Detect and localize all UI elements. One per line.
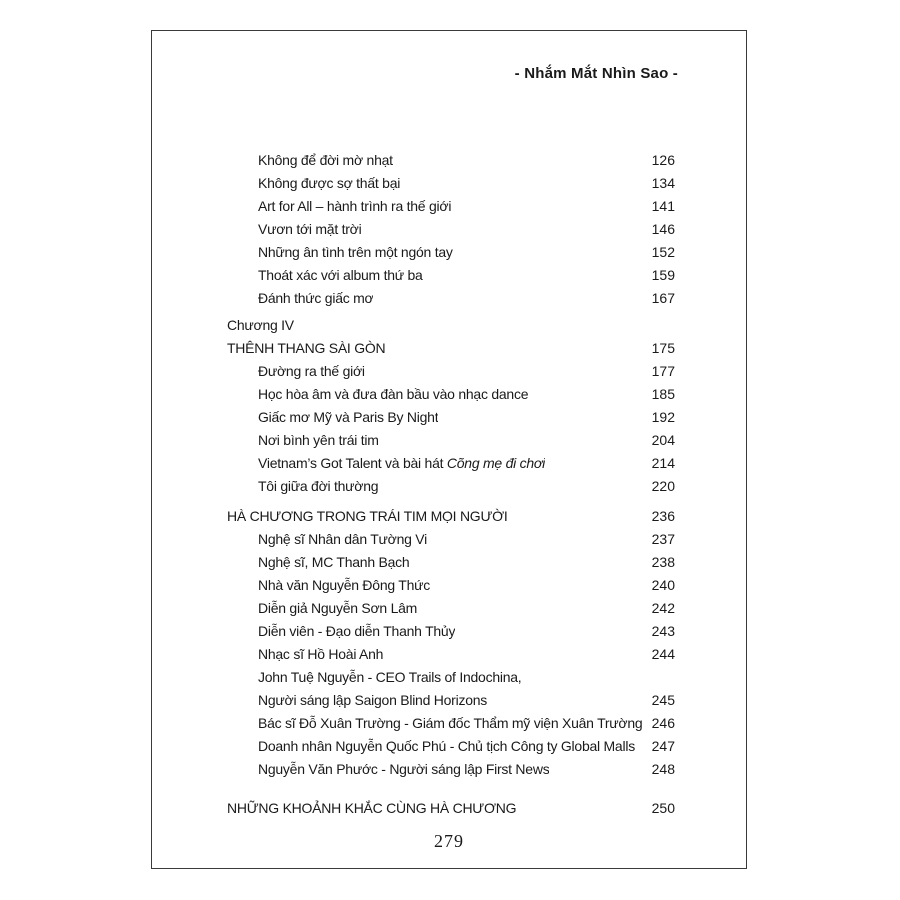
toc-entry-page: 185	[651, 386, 675, 402]
toc-entry-title: HÀ CHƯƠNG TRONG TRÁI TIM MỌI NGƯỜI	[227, 508, 508, 524]
toc-entry-page: 242	[651, 600, 675, 616]
toc-entry-page: 159	[651, 267, 675, 283]
toc-row	[152, 758, 746, 781]
toc-entry-page: 250	[651, 800, 675, 816]
toc-row	[152, 195, 746, 218]
toc-entry-page: 146	[651, 221, 675, 237]
toc-entry-page: 248	[651, 761, 675, 777]
toc-entry-title: John Tuệ Nguyễn - CEO Trails of Indochina,	[258, 669, 522, 685]
page	[151, 30, 747, 869]
toc-row	[152, 360, 746, 383]
running-title: - Nhắm Mắt Nhìn Sao -	[514, 65, 678, 82]
toc-row	[152, 429, 746, 452]
toc-entry-title: Nguyễn Văn Phước - Người sáng lập First News	[258, 761, 550, 777]
toc-entry-page: 244	[651, 646, 675, 662]
page-number: 279	[434, 831, 464, 851]
toc-row	[152, 287, 746, 310]
toc-entry-page: 246	[651, 715, 675, 731]
toc-entry-page: 247	[651, 738, 675, 754]
toc-entry-title: NHỮNG KHOẢNH KHẮC CÙNG HÀ CHƯƠNG	[227, 800, 517, 816]
toc-entry-page: 177	[651, 363, 675, 379]
toc-entry-title: Đường ra thế giới	[258, 363, 365, 379]
toc-row	[152, 528, 746, 551]
toc-entry-title: Không được sợ thất bại	[258, 175, 401, 191]
toc-row	[152, 643, 746, 666]
toc-entry-page: 126	[651, 152, 675, 168]
toc-entry-title: Art for All – hành trình ra thế giới	[258, 198, 452, 214]
toc-row	[152, 797, 746, 820]
toc-entry-page: 141	[651, 198, 675, 214]
toc-entry-title: Nơi bình yên trái tim	[258, 432, 379, 448]
toc-section	[152, 797, 746, 820]
toc-entry-title: Nhà văn Nguyễn Đông Thức	[258, 577, 430, 593]
toc-entry-page: 152	[651, 244, 675, 260]
toc-row	[152, 337, 746, 360]
toc-entry-page: 236	[651, 508, 675, 524]
toc-row	[152, 689, 746, 712]
toc-entry-title: Nhạc sĩ Hồ Hoài Anh	[258, 646, 384, 662]
toc-entry-page: 175	[651, 340, 675, 356]
toc-entry-title: Học hòa âm và đưa đàn bầu vào nhạc dance	[258, 386, 529, 402]
toc-entry-title: Người sáng lập Saigon Blind Horizons	[258, 692, 488, 708]
toc-entry-title: Giấc mơ Mỹ và Paris By Night	[258, 409, 439, 425]
toc-entry-title-italic: Cõng mẹ đi chơi	[446, 455, 545, 471]
toc-section	[152, 505, 746, 781]
toc-list	[152, 149, 746, 820]
toc-entry-title: Nghệ sĩ, MC Thanh Bạch	[258, 554, 410, 570]
toc-section	[152, 314, 746, 498]
toc-entry-title: Nghệ sĩ Nhân dân Tường Vi	[258, 531, 428, 547]
toc-entry-page: 240	[651, 577, 675, 593]
toc-entry-title: Vươn tới mặt trời	[258, 221, 362, 237]
toc-entry-page: 214	[651, 455, 675, 471]
toc-entry-title: Đánh thức giấc mơ	[258, 290, 374, 306]
toc-row	[152, 551, 746, 574]
toc-entry-title: Không để đời mờ nhạt	[258, 152, 393, 168]
toc-entry-page: 204	[651, 432, 675, 448]
toc-row	[152, 264, 746, 287]
toc-row	[152, 383, 746, 406]
toc-entry-page: 220	[651, 478, 675, 494]
toc-entry-title: Vietnam’s Got Talent và bài hát Cõng mẹ đi chơi	[258, 455, 545, 471]
toc-entry-title: Tôi giữa đời thường	[258, 478, 379, 494]
toc-entry-title: Những ân tình trên một ngón tay	[258, 244, 453, 260]
toc-entry-page: 238	[651, 554, 675, 570]
toc-entry-title: Bác sĩ Đỗ Xuân Trường - Giám đốc Thẩm mỹ viện Xuân Trường	[258, 715, 643, 731]
toc-row	[152, 666, 746, 689]
toc-entry-title: Diễn viên - Đạo diễn Thanh Thủy	[258, 623, 456, 639]
toc-row	[152, 149, 746, 172]
toc-entry-page: 192	[651, 409, 675, 425]
toc-row	[152, 241, 746, 264]
toc-row	[152, 314, 746, 337]
toc-row	[152, 475, 746, 498]
toc-section	[152, 149, 746, 310]
toc-row	[152, 735, 746, 758]
toc-entry-page: 134	[651, 175, 675, 191]
toc-entry-title: Diễn giả Nguyễn Sơn Lâm	[258, 600, 418, 616]
toc-entry-title: Thoát xác với album thứ ba	[258, 267, 423, 283]
toc-entry-title: Chương IV	[227, 317, 294, 333]
toc-row	[152, 172, 746, 195]
toc-row	[152, 452, 746, 475]
toc-row	[152, 712, 746, 735]
toc-row	[152, 597, 746, 620]
toc-row	[152, 406, 746, 429]
toc-entry-page: 167	[651, 290, 675, 306]
toc-entry-page: 237	[651, 531, 675, 547]
toc-entry-title: Doanh nhân Nguyễn Quốc Phú - Chủ tịch Công ty Global Malls	[258, 738, 635, 754]
toc-row	[152, 620, 746, 643]
toc-row	[152, 574, 746, 597]
toc-entry-page: 245	[651, 692, 675, 708]
toc-row	[152, 218, 746, 241]
toc-entry-title: THÊNH THANG SÀI GÒN	[227, 340, 386, 356]
toc-entry-page: 243	[651, 623, 675, 639]
toc-row	[152, 505, 746, 528]
